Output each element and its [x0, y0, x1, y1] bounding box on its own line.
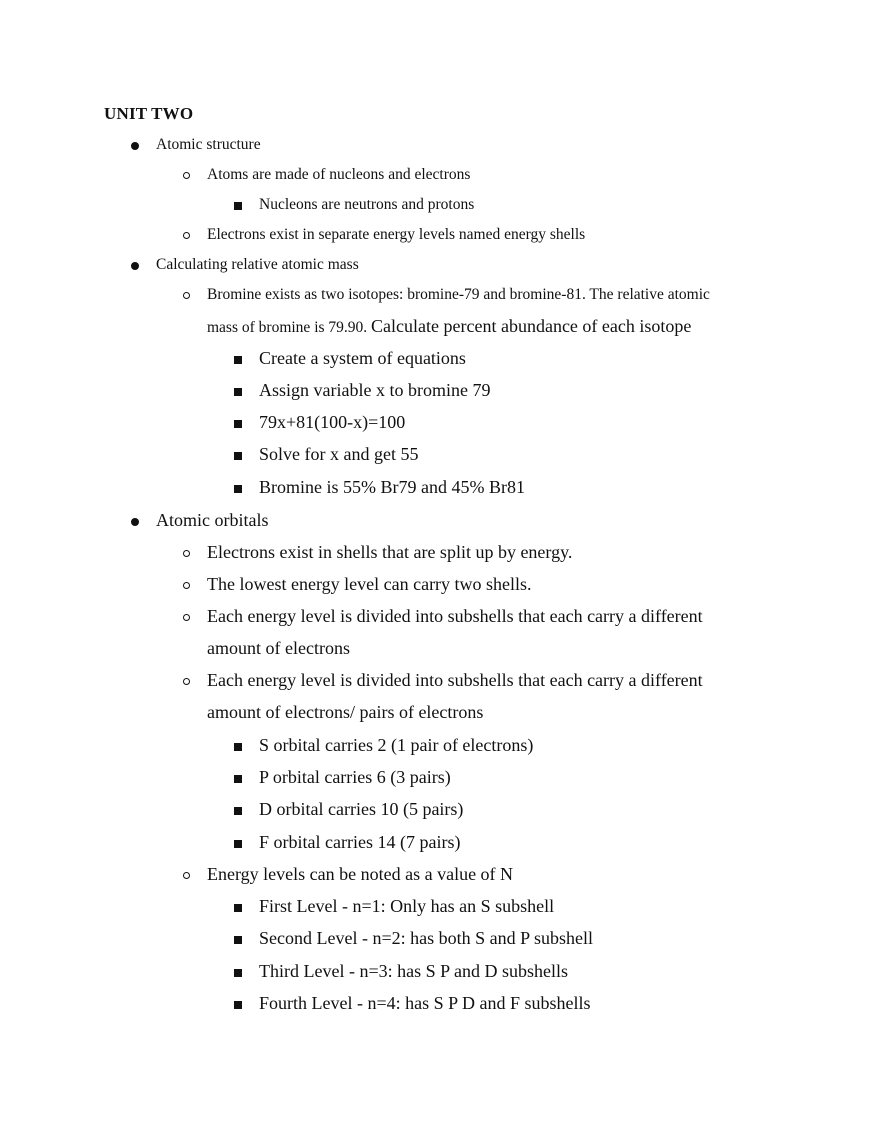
outline-item-text: Calculating relative atomic mass	[156, 256, 359, 273]
outline-item-text: D orbital carries 10 (5 pairs)	[259, 799, 464, 819]
text-part: Calculate percent abundance of each isotope	[371, 316, 692, 336]
outline-item-text: Assign variable x to bromine 79	[259, 380, 491, 400]
square-bullet-icon	[234, 743, 242, 751]
text-part: mass of bromine is 79.90.	[207, 319, 372, 336]
outline-item-text: Energy levels can be noted as a value of N	[207, 864, 514, 884]
hollow-circle-bullet-icon	[183, 678, 190, 685]
outline-item-text: amount of electrons	[207, 638, 350, 658]
square-bullet-icon	[234, 420, 242, 428]
outline-item-text: Bromine is 55% Br79 and 45% Br81	[259, 477, 525, 497]
square-bullet-icon	[234, 356, 242, 364]
outline-item-text: Third Level - n=3: has S P and D subshells	[259, 961, 568, 981]
outline-item-text: P orbital carries 6 (3 pairs)	[259, 767, 451, 787]
hollow-circle-bullet-icon	[183, 872, 190, 879]
outline-item-text: Atoms are made of nucleons and electrons	[207, 166, 471, 183]
outline-item-text	[207, 316, 691, 337]
outline-item-text: Fourth Level - n=4: has S P D and F subshells	[259, 993, 591, 1013]
square-bullet-icon	[234, 202, 242, 210]
square-bullet-icon	[234, 775, 242, 783]
outline-item-text: The lowest energy level can carry two shells.	[207, 574, 532, 594]
square-bullet-icon	[234, 840, 242, 848]
outline-item-text: First Level - n=1: Only has an S subshell	[259, 896, 555, 916]
outline-item-text: 79x+81(100-x)=100	[259, 412, 406, 432]
outline-item-text: Each energy level is divided into subshells that each carry a different	[207, 670, 703, 690]
outline-item-text: Second Level - n=2: has both S and P subshell	[259, 928, 593, 948]
outline-item-text: Atomic orbitals	[156, 510, 269, 530]
outline-item-text: Electrons exist in separate energy levels named energy shells	[207, 226, 586, 243]
hollow-circle-bullet-icon	[183, 550, 190, 557]
outline-item-text: Electrons exist in shells that are split up by energy.	[207, 542, 573, 562]
square-bullet-icon	[234, 969, 242, 977]
hollow-circle-bullet-icon	[183, 292, 190, 299]
square-bullet-icon	[234, 388, 242, 396]
outline-item-text: Each energy level is divided into subshells that each carry a different	[207, 606, 703, 626]
square-bullet-icon	[234, 452, 242, 460]
hollow-circle-bullet-icon	[183, 582, 190, 589]
hollow-circle-bullet-icon	[183, 232, 190, 239]
filled-circle-bullet-icon	[131, 142, 139, 150]
square-bullet-icon	[234, 1001, 242, 1009]
outline-item-text: Nucleons are neutrons and protons	[259, 196, 475, 213]
square-bullet-icon	[234, 485, 242, 493]
square-bullet-icon	[234, 904, 242, 912]
square-bullet-icon	[234, 936, 242, 944]
square-bullet-icon	[234, 807, 242, 815]
hollow-circle-bullet-icon	[183, 172, 190, 179]
outline-item-text: Solve for x and get 55	[259, 444, 419, 464]
outline-item-text: S orbital carries 2 (1 pair of electrons)	[259, 735, 534, 755]
outline-item-text: Bromine exists as two isotopes: bromine-79 and bromine-81. The relative atomic	[207, 286, 710, 303]
outline-item-text: F orbital carries 14 (7 pairs)	[259, 832, 461, 852]
filled-circle-bullet-icon	[131, 262, 139, 270]
outline-item-text: Atomic structure	[156, 136, 261, 153]
outline-item-text: amount of electrons/ pairs of electrons	[207, 702, 484, 722]
outline-item-text: Create a system of equations	[259, 348, 466, 368]
unit-heading: UNIT TWO	[104, 104, 194, 123]
hollow-circle-bullet-icon	[183, 614, 190, 621]
filled-circle-bullet-icon	[131, 518, 139, 526]
